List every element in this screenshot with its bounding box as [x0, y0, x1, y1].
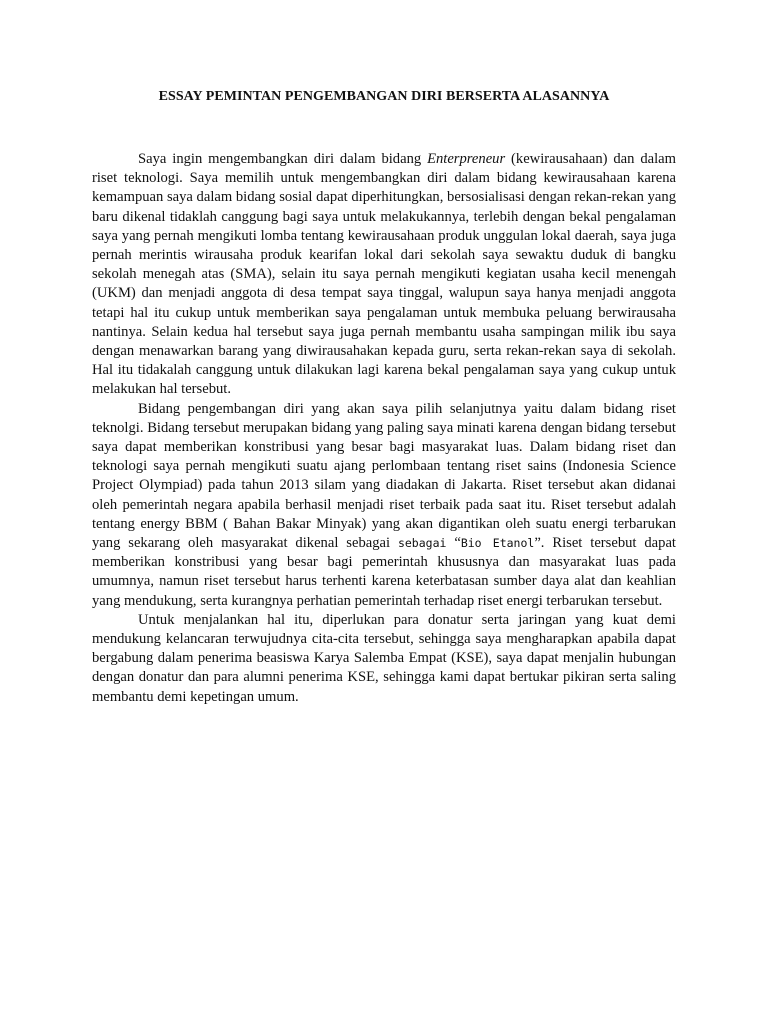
- paragraph-entrepreneurship: [92, 150, 676, 400]
- paragraph-2-text-rest: Riset tersebut dapat memberikan konstribusi yang besar bagi pemerintah khususnya dan masyarakat luas pada umumnya, namun riset tersebut harus terhenti karena keterbatasan sumber daya alat dan keahlian yang mendukung, serta kurangnya perhatian pemerintah terhadap riset energi terbarukan tersebut.: [92, 535, 676, 609]
- paragraph-1-text-start: Saya ingin mengembangkan diri dalam bidang: [138, 151, 428, 167]
- paragraph-2-quote-close: ”.: [534, 535, 545, 552]
- paragraph-2-mono-term: Bio Etanol: [460, 536, 535, 551]
- paragraph-research: [92, 400, 676, 611]
- paragraph-2-text-main: Bidang pengembangan diri yang akan saya pilih selanjutnya yaitu dalam bidang riset teknolgi. Bidang tersebut merupakan bidang yang paling saya minati karena dengan bidang tersebut saya dapat memberikan konstribusi yang besar bagi masyarakat luas. Dalam bidang riset dan teknologi saya pernah mengikuti suatu ajang perlombaan tentang riset sains (Indonesia Science Project Olympiad) pada tahun 2013 silam yang diadakan di Jakarta. Riset tersebut akan didanai oleh pemerintah negara apabila berhasil menjadi riset terbaik pada saat itu. Riset tersebut adalah tentang energy BBM ( Bahan Bakar Minyak) yang akan digantikan oleh suatu energi terbarukan yang sekarang oleh masyarakat dikenal sebagai: [92, 400, 676, 552]
- essay-body: [92, 150, 676, 707]
- paragraph-1-italic-term: Enterpreneur: [427, 151, 506, 167]
- paragraph-scholarship: Untuk menjalankan hal itu, diperlukan para donatur serta jaringan yang kuat demi mendukung kelancaran terwujudnya cita-cita tersebut, sehingga saya mengharapkan apabila dapat bergabung dalam penerima beasiswa Karya Salemba Empat (KSE), saya dapat menjalin hubungan dengan donatur dan para alumni penerima KSE, sehingga kami dapat bertukar pikiran serta saling membantu demi kepetingan umum.: [92, 611, 676, 705]
- paragraph-1-text-rest: (kewirausahaan) dan dalam riset teknologi. Saya memilih untuk mengembangkan diri dalam bidang kewirausahaan karena kemampuan saya dalam bidang sosial dapat diperhitungkan, bersosialisasi dengan rekan-rekan yang baru dikenal tidaklah canggung bagi saya untuk melakukannya, terlebih dengan bekal pengalaman saya yang pernah mengikuti lomba tentang kewirausahaan produk unggulan lokal daerah, saya juga pernah merintis wirausaha produk kearifan lokal dari sekolah saya sewaktu duduk di bangku sekolah menegah atas (SMA), selain itu saya pernah mengikuti kegiatan usaha kecil menengah (UKM) dan menjadi anggota di desa tempat saya tinggal, walupun saya hanya menjadi anggota tetapi hal itu cukup untuk memberikan saya pengalaman untuk membuka peluang berwirausaha nantinya. Selain kedua hal tersebut saya juga pernah membantu usaha sampingan milik ibu saya dengan menawarkan barang yang diwirausahakan kepada guru, serta rekan-rekan saya di sekolah. Hal itu tidakalah canggung untuk dilakukan lagi karena bekal pengalaman saya yang cukup untuk melakukan hal tersebut.: [92, 151, 676, 398]
- essay-title: ESSAY PEMINTAN PENGEMBANGAN DIRI BERSERTA ALASANNYA: [158, 89, 610, 104]
- paragraph-2-mono-word: sebagai: [397, 536, 447, 551]
- paragraph-2-quote-open: “: [446, 535, 461, 552]
